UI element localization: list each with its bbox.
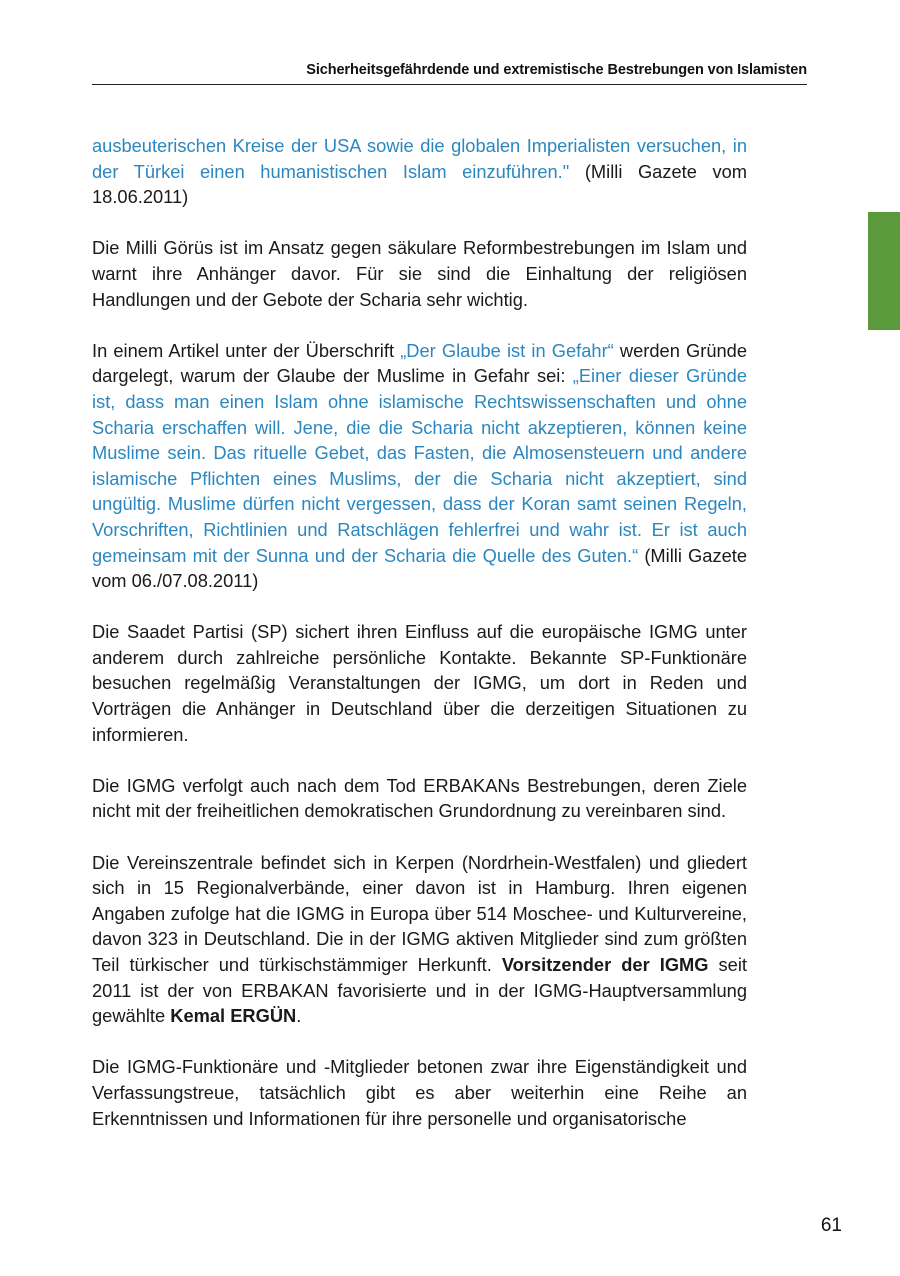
page-number: 61 <box>820 1215 842 1236</box>
paragraph-2: Die Milli Görüs ist im Ansatz gegen säkulare Reformbestrebungen im Islam und warnt ihre Anhänger davor. Für sie sind die Einhaltung der religiösen Handlungen und der Gebote der Scharia sehr wichtig. <box>92 237 747 310</box>
paragraph-3 <box>92 338 747 594</box>
paragraph-5: Die IGMG verfolgt auch nach dem Tod ERBAKANs Bestrebungen, deren Ziele nicht mit der freiheitlichen demokratischen Grundordnung zu vereinbaren sind. <box>92 774 747 822</box>
paragraph-text: In einem Artikel unter der Überschrift <box>92 339 401 361</box>
quote-text: ausbeuterischen Kreise der USA sowie die globalen Imperialisten versuchen, in der Türkei einen humanistischen Islam einzuführen." <box>92 135 747 182</box>
paragraph-text: werden Gründe dargelegt, warum der Glaube der Muslime in Gefahr sei: <box>92 339 747 387</box>
paragraph-text: seit 2011 ist der von ERBAKAN favorisierte und in der IGMG-Hauptversammlung gewählte <box>92 954 747 1027</box>
paragraph-7: Die IGMG-Funktionäre und -Mitglieder betonen zwar ihre Eigenständigkeit und Verfassungstreue, tatsächlich gibt es aber weiterhin eine Reihe an Erkenntnissen und Informationen für ihre personelle und organisatorische <box>92 1056 747 1129</box>
header-divider <box>92 84 807 85</box>
quoted-headline: „Der Glaube ist in Gefahr“ <box>400 339 614 361</box>
paragraph-text: Die Vereinszentrale befindet sich in Kerpen (Nordrhein-Westfalen) und gliedert sich in 15 Regionalverbände, einer davon ist in Hamburg. Ihren eigenen Angaben zufolge hat die IGMG in Europa über 514 Moschee- und Kulturvereine, davon 323 in Deutschland. Die in der IGMG aktiven Mitglieder sind zum größten Teil türkischer und türkischstämmiger Herkunft. <box>92 851 747 975</box>
citation: (Milli Gazete vom 06./07.08.2011) <box>92 544 747 592</box>
paragraph-6 <box>92 850 747 1029</box>
document-body <box>92 133 747 1157</box>
bold-term: Vorsitzender der IGMG <box>501 954 709 975</box>
paragraph-4: Die Saadet Partisi (SP) sichert ihren Einfluss auf die europäische IGMG unter anderem durch zahlreiche persönliche Kontakte. Bekannte SP-Funktionäre besuchen regelmäßig Veranstaltungen der IGMG, um dort in Reden und Vorträgen die Anhänger in Deutschland über die derzeitigen Situationen zu informieren. <box>92 621 747 745</box>
paragraph-1 <box>92 133 747 210</box>
running-header-title: Sicherheitsgefährdende und extremistische Bestrebungen von Islamisten <box>306 62 807 78</box>
quote-text: „Einer dieser Gründe ist, dass man einen Islam ohne islamische Rechtswissenschaften und ohne Scharia erschaffen will. Jene, die die Scharia nicht akzeptieren, können keine Muslime sein. Das rituelle Gebet, das Fasten, die Almosensteuern und andere islamische Pflichten eines Muslims, der die Scharia nicht akzeptiert, sind ungültig. Muslime dürfen nicht vergessen, dass der Koran samt seinen Regeln, Vorschriften, Richtlinien und Ratschlägen fehlerfrei und wahr ist. Er ist auch gemeinsam mit der Sunna und der Scharia die Quelle des Guten.“ <box>92 365 747 566</box>
citation: (Milli Gazete vom 18.06.2011) <box>92 160 747 208</box>
paragraph-text: . <box>296 1005 302 1027</box>
bold-name: Kemal ERGÜN <box>170 1005 297 1027</box>
chapter-side-tab <box>868 212 900 330</box>
